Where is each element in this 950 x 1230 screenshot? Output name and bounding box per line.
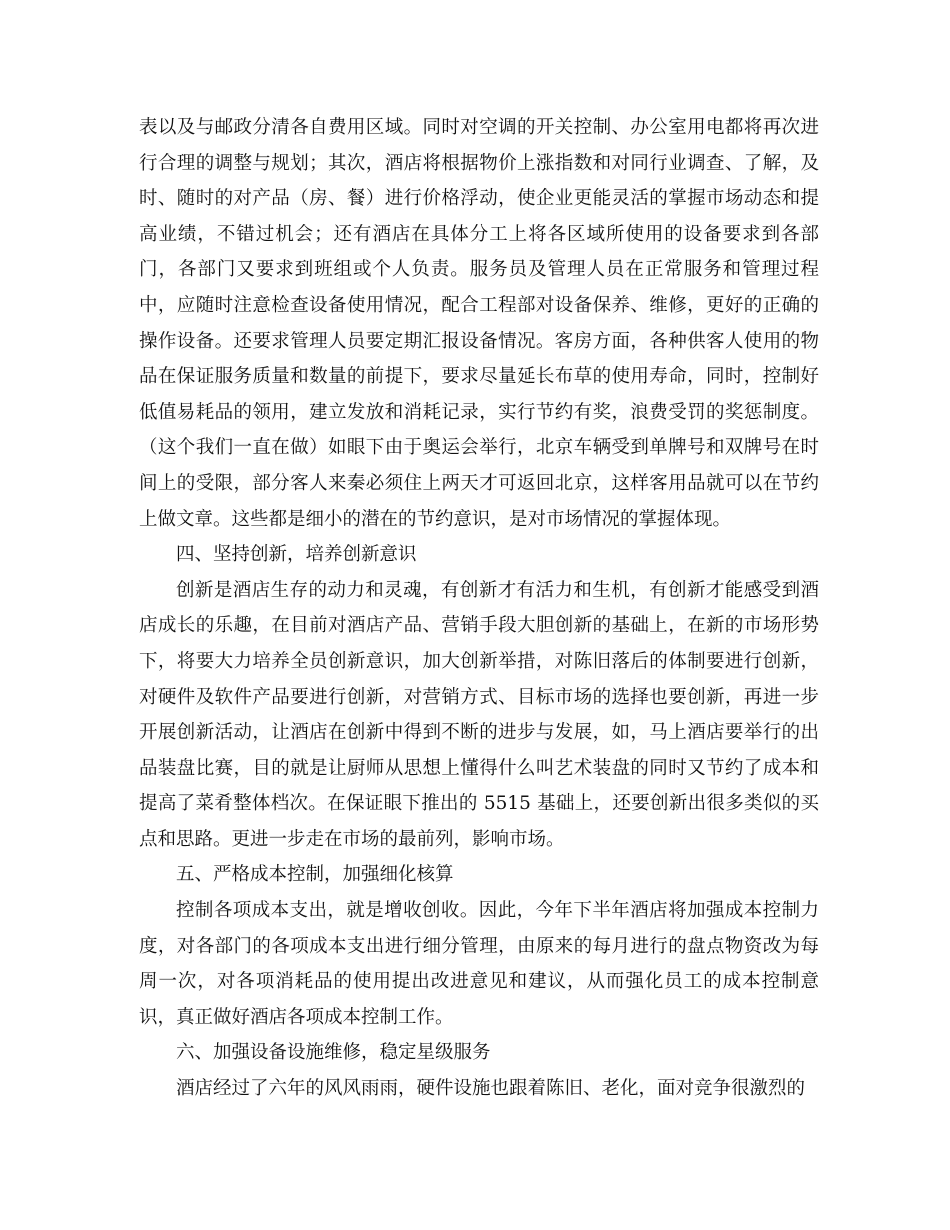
paragraph-cost-control: 控制各项成本支出，就是增收创收。因此，今年下半年酒店将加强成本控制力度，对各部门的各项成本支出进行细分管理，由原来的每月进行的盘点物资改为每周一次，对各项消耗品的使用提出改进意见和建议，从而强化员工的成本控制意识，真正做好酒店各项成本控制工作。 — [139, 900, 819, 1028]
document-body — [139, 110, 819, 1107]
section-heading-4: 四、坚持创新，培养创新意识 — [176, 544, 417, 566]
paragraph-continued: 表以及与邮政分清各自费用区域。同时对空调的开关控制、办公室用电都将再次进行合理的调整与规划；其次，酒店将根据物价上涨指数和对同行业调查、了解，及时、随时的对产品（房、餐）进行价格浮动，使企业更能灵活的掌握市场动态和提高业绩，不错过机会；还有酒店在具体分工上将各区域所使用的设备要求到各部门，各部门又要求到班组或个人负责。服务员及管理人员在正常服务和管理过程中，应随时注意检查设备使用情况，配合工程部对设备保养、维修，更好的正确的操作设备。还要求管理人员要定期汇报设备情况。客房方面，各种供客人使用的物品在保证服务质量和数量的前提下，要求尽量延长布草的使用寿命，同时，控制好低值易耗品的领用，建立发放和消耗记录，实行节约有奖，浪费受罚的奖惩制度。（这个我们一直在做）如眼下由于奥运会举行，北京车辆受到单牌号和双牌号在时间上的受限，部分客人来秦必须住上两天才可返回北京，这样客用品就可以在节约上做文章。这些都是细小的潜在的节约意识，是对市场情况的掌握体现。 — [139, 117, 819, 530]
section-heading-5: 五、严格成本控制，加强细化核算 — [176, 864, 454, 886]
section-heading-6: 六、加强设备设施维修，稳定星级服务 — [176, 1042, 491, 1064]
paragraph-maintenance: 酒店经过了六年的风风雨雨，硬件设施也跟着陈旧、老化，面对竞争很激烈的 — [176, 1078, 806, 1100]
paragraph-innovation: 创新是酒店生存的动力和灵魂，有创新才有活力和生机，有创新才能感受到酒店成长的乐趣，在目前对酒店产品、营销手段大胆创新的基础上，在新的市场形势下，将要大力培养全员创新意识，加大创新举措，对陈旧落后的体制要进行创新，对硬件及软件产品要进行创新，对营销方式、目标市场的选择也要创新，再进一步开展创新活动，让酒店在创新中得到不断的进步与发展，如，马上酒店要举行的出品装盘比赛，目的就是让厨师从思想上懂得什么叫艺术装盘的同时又节约了成本和提高了菜肴整体档次。在保证眼下推出的 5515 基础上，还要创新出很多类似的买点和思路。更进一步走在市场的最前列，影响市场。 — [139, 579, 819, 850]
